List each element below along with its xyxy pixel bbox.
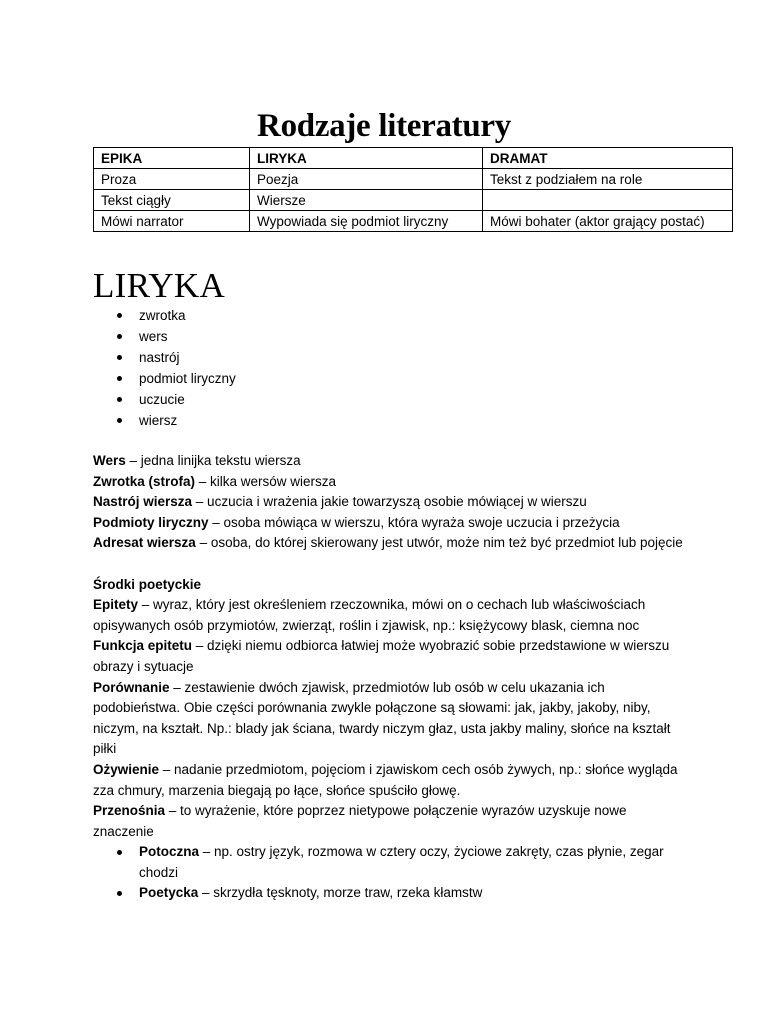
- list-item: nastrój: [93, 347, 236, 368]
- table-cell: Poezja: [250, 169, 483, 190]
- list-item: wers: [93, 326, 236, 347]
- srodki-heading: [93, 575, 683, 596]
- definition-text: – dzięki niemu odbiorca łatwiej może wyobrazić sobie przedstawione w wierszu obrazy i sytuacje: [93, 638, 670, 674]
- definition: [93, 451, 683, 472]
- srodki-heading-text: Środki poetyckie: [93, 576, 202, 592]
- definition: [93, 595, 683, 636]
- definition: [93, 760, 683, 801]
- definition-text: – wyraz, który jest określeniem rzeczownika, mówi on o cechach lub właściwościach opisywanych osób przymiotów, zwierząt, roślin i zjawisk, np.: księżycowy blask, ciemna noc: [93, 597, 646, 633]
- table-row: [94, 169, 733, 190]
- page-title: Rodzaje literatury: [257, 108, 511, 145]
- definition-term: Funkcja epitetu: [93, 638, 193, 654]
- definition-text: – jedna linijka tekstu wiersza: [125, 453, 301, 468]
- definition-term: Epitety: [93, 597, 139, 613]
- definition-term: Adresat wiersza: [93, 535, 196, 551]
- przenosnia-types-list: [93, 842, 683, 904]
- list-item: wiersz: [93, 410, 236, 431]
- definition: [93, 492, 683, 513]
- genres-table: [93, 147, 733, 232]
- definition-text: – to wyrażenie, które poprzez nietypowe połączenie wyrazów uzyskuje nowe znaczenie: [93, 803, 627, 839]
- definition: [93, 513, 683, 534]
- table-header-row: [94, 148, 733, 169]
- definition-term: Poetycka: [139, 885, 199, 901]
- definition-text: – zestawienie dwóch zjawisk, przedmiotów lub osób w celu ukazania ich podobieństwa. Obie części porównania zwykle połączone są słowami: jak, jakby, jakoby, niby, niczym, na kształt. Np.: blady jak ściana, twardy niczym głaz, usta jakby maliny, słońce na kształt piłki: [93, 679, 671, 757]
- definition-text: – uczucia i wrażenia jakie towarzyszą osobie mówiącej w wierszu: [192, 494, 587, 510]
- definition-text: – kilka wersów wiersza: [195, 473, 337, 489]
- definition-term: Wers: [93, 453, 126, 468]
- table-header-cell: EPIKA: [94, 148, 250, 169]
- definition-term: Nastrój wiersza: [93, 494, 193, 510]
- table-cell: Tekst ciągły: [94, 190, 250, 211]
- table-cell: Tekst z podziałem na role: [483, 169, 733, 190]
- definition: [93, 533, 683, 554]
- definition-term: Ożywienie: [93, 761, 160, 777]
- document-body: [93, 451, 683, 904]
- list-item: zwrotka: [93, 305, 236, 326]
- table-cell: [483, 190, 733, 211]
- definition-text: – nadanie przedmiotom, pojęciom i zjawiskom cech osób żywych, np.: słońce wygląda zza chmury, marzenia biegają po łące, słońce spuściło głowę.: [93, 761, 678, 798]
- definition: [93, 678, 683, 760]
- section-heading-liryka: LIRYKA: [93, 266, 226, 305]
- table-cell: Mówi narrator: [94, 211, 250, 232]
- definition-term: Podmioty liryczny: [93, 514, 209, 530]
- table-cell: Proza: [94, 169, 250, 190]
- definition-term: Przenośnia: [93, 803, 166, 819]
- definition: [93, 472, 683, 493]
- table-cell: Mówi bohater (aktor grający postać): [483, 211, 733, 232]
- definition-text: – osoba mówiąca w wierszu, która wyraża swoje uczucia i przeżycia: [208, 514, 620, 530]
- list-item: uczucie: [93, 389, 236, 410]
- definition-text: – osoba, do której skierowany jest utwór, może nim też być przedmiot lub pojęcie: [195, 535, 683, 551]
- definition: [93, 636, 683, 677]
- list-item: podmiot liryczny: [93, 368, 236, 389]
- table-header-cell: LIRYKA: [250, 148, 483, 169]
- definition: [93, 801, 683, 842]
- table-row: [94, 190, 733, 211]
- definition-term: Zwrotka (strofa): [93, 473, 196, 489]
- table-cell: Wypowiada się podmiot liryczny: [250, 211, 483, 232]
- definition-term: Potoczna: [139, 844, 200, 860]
- definition-text: – np. ostry język, rozmowa w cztery oczy, życiowe zakręty, czas płynie, zegar chodzi: [139, 844, 664, 880]
- definition-term: Porównanie: [93, 679, 170, 695]
- table-header-cell: DRAMAT: [483, 148, 733, 169]
- table-row: [94, 211, 733, 232]
- definition-text: – skrzydła tęsknoty, morze traw, rzeka kłamstw: [198, 885, 483, 901]
- liryka-terms-list: [93, 305, 236, 431]
- table-cell: Wiersze: [250, 190, 483, 211]
- list-item: [93, 883, 683, 904]
- list-item: [93, 842, 683, 883]
